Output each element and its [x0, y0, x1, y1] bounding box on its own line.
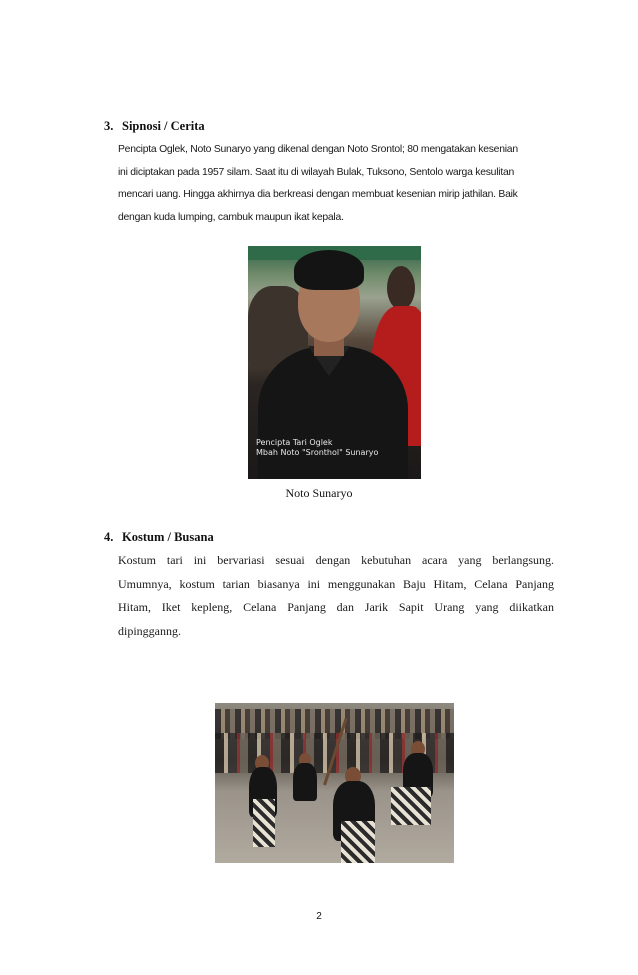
paragraph-line: dipingganng.: [118, 623, 181, 638]
paragraph-line: dengan kuda lumping, cambuk maupun ikat kepala.: [118, 211, 344, 223]
section-4-title: Kostum / Busana: [122, 530, 214, 544]
section-4-heading: [104, 530, 214, 545]
dancer-jarik: [391, 787, 431, 825]
overlay-line-2: Mbah Noto "Sronthol" Sunaryo: [256, 448, 379, 457]
section-3-heading: [104, 119, 205, 134]
section-3-paragraph: [118, 139, 554, 229]
overlay-line-1: Pencipta Tari Oglek: [256, 438, 333, 447]
noto-sunaryo-photo: [248, 246, 421, 479]
paragraph-line: Kostum tari ini bervariasi sesuai dengan kebutuhan acara yang berlangsung.: [118, 553, 554, 567]
dancer-body: [293, 763, 317, 801]
bystander-head: [387, 266, 415, 310]
dancer-jarik: [253, 799, 275, 847]
section-3-title: Sipnosi / Cerita: [122, 119, 205, 133]
photo-overlay-text: [256, 438, 378, 458]
paragraph-line: Umumnya, kostum tarian biasanya ini menggunakan Baju Hitam, Celana Panjang: [118, 576, 554, 591]
page-number: 2: [316, 911, 322, 922]
section-4-paragraph: [118, 549, 554, 643]
paragraph-line: Hitam, Iket kepleng, Celana Panjang dan Jarik Sapit Urang yang diikatkan: [118, 600, 554, 615]
section-4-number: 4.: [104, 530, 114, 544]
section-3-number: 3.: [104, 119, 114, 133]
paragraph-line: mencari uang. Hingga akhirnya dia berkreasi dengan membuat kesenian mirip jathilan. Baik: [118, 189, 518, 201]
paragraph-line: ini diciptakan pada 1957 silam. Saat itu di wilayah Bulak, Tuksono, Sentolo warga kesulitan: [118, 166, 515, 178]
photo-caption: Noto Sunaryo: [285, 486, 353, 500]
man-hair: [294, 250, 364, 290]
paragraph-line: Pencipta Oglek, Noto Sunaryo yang dikenal dengan Noto Srontol; 80 mengatakan kesenian: [118, 144, 518, 155]
dancer-jarik: [341, 821, 375, 863]
dancers-photo: [215, 703, 454, 863]
